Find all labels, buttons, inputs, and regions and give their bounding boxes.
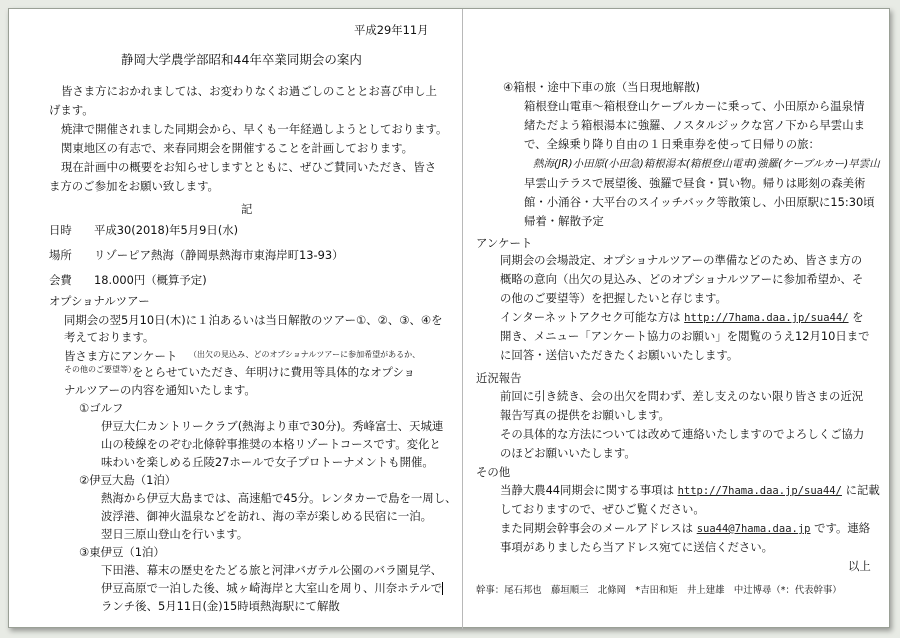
intro-line: 現在計画中の概要をお知らせしますとともに、ぜひご賛同いただき、皆さ [61,160,437,174]
column-divider [462,9,463,629]
tour-1-line: 味わいを楽しめる丘陵27ホールで女子プロトーナメントも開催。 [101,455,434,469]
optional-line: 考えております。 [64,330,155,344]
tour-4-line: 帰着・解散予定 [524,214,604,228]
survey-line: 同期会の会場設定、オプショナルツアーの準備などのため、皆さま方の [500,253,863,267]
ki-mark: 記 [241,202,253,216]
tour-4-route: 熱海(JR)小田原(小田急)箱根湯本(箱根登山電車)強羅(ケーブルカー)早雲山 [533,158,880,170]
survey-net-post: を [852,310,864,324]
news-heading: 近況報告 [476,371,522,385]
detail-label-date: 日時 [49,223,72,237]
other-line [500,521,870,537]
tour-2-line: 熱海から伊豆大島までは、高速船で45分。レンタカーで島を一周し、 [101,491,457,505]
tour-3-line-text: 伊豆高原で一泊した後、城ヶ崎海岸と大室山を周り、川奈ホテルで [101,581,443,595]
survey-heading: アンケート [476,236,533,250]
tour-1-line: 伊豆大仁カントリークラブ(熱海より車で30分)。秀峰富士、天城連 [101,419,444,433]
tour-4-line: で、全線乗り降り自由の１日乗車券を使って日帰りの旅： [524,137,820,151]
tour-3-line: ランチ後、5月11日(金)15時頃熱海駅にて解散 [101,599,340,613]
tour-2-line: 翌日三原山登山を行います。 [101,527,249,541]
intro-line: 焼津で開催されました同期会から、早くも一年経過しようとしております。 [61,122,448,136]
intro-line: 皆さま方におかれましては、お変わりなくお過ごしのこととお喜び申し上 [61,84,437,98]
tour-4-line: 緒ただよう箱根湯本に強羅、ノスタルジックな宮ノ下から早雲山ま [524,118,865,132]
optional-line: 皆さま方にアンケート [64,349,178,363]
optional-note: その他のご要望等） [64,365,136,374]
detail-value-date: 平成30(2018)年5月9日(水) [94,223,239,237]
detail-value-place: リゾーピア熱海（静岡県熱海市東海岸町13-93） [94,248,344,262]
tour-3-line [101,581,443,596]
intro-line: げます。 [49,103,94,117]
organizers: 幹事：尾石邦也 藤垣順三 北條岡 *吉田和矩 井上建雄 中辻博尋（*：代表幹事） [476,585,842,596]
intro-line: ま方のご参加をお願い致します。 [49,179,219,193]
optional-line: をとらせていただき、年明けに費用等具体的なオプショ [132,365,415,379]
other-line: 事項がありましたら当アドレス宛てに送信ください。 [500,540,774,554]
tour-1-line: 山の稜線をのぞむ北條幹事推奨の本格リゾートコースです。変化と [101,437,441,451]
detail-label-fee: 会費 [49,273,72,287]
survey-line: 開き、メニュー「アンケート協力のお願い」を閲覧のうえ12月10日まで [500,329,870,343]
document-date: 平成29年11月 [354,23,429,37]
detail-value-fee: 18.000円（概算予定) [94,273,207,287]
optional-note: （出欠の見込み、どのオプショナルツアーに参加希望があるか、 [189,350,421,359]
other-line: しておりますので、ぜひご覧ください。 [500,502,705,516]
detail-label-place: 場所 [49,248,72,262]
other-line [500,483,880,499]
news-line: その具体的な方法については改めて連絡いたしますのでよろしくご協力 [500,427,865,441]
document-sheet [8,8,890,628]
document-title: 静岡大学農学部昭和44年卒業同期会の案内 [121,52,362,67]
news-line: のほどお願いいたします。 [500,446,636,460]
survey-url-link[interactable]: http://7hama.daa.jp/sua44/ [684,312,849,324]
news-line: 報告写真の提供をお願いします。 [500,408,670,422]
tour-1-title: ①ゴルフ [79,401,124,415]
optional-line: 同期会の翌5月10日(木)に１泊あるいは当日解散のツアー①、②、③、④を [64,313,443,327]
site-url-link[interactable]: http://7hama.daa.jp/sua44/ [677,485,842,497]
other-heading: その他 [476,465,511,479]
text-cursor [442,582,443,595]
news-line: 前回に引き続き、会の出欠を問わず、差し支えのない限り皆さまの近況 [500,389,864,403]
email-link[interactable]: sua44@7hama.daa.jp [696,523,811,535]
optional-tour-heading: オプショナルツアー [49,294,150,308]
other-text: 当静大農44同期会に関する事項は [500,483,674,497]
other-text: です。連絡 [814,521,871,535]
survey-line [500,310,864,326]
intro-line: 関東地区の有志で、来春同期会を開催することを計画しております。 [61,141,413,155]
tour-3-title: ③東伊豆（1泊） [79,545,165,559]
optional-line: ナルツアーの内容を通知いたします。 [64,383,256,397]
tour-2-title: ②伊豆大島（1泊） [79,473,177,487]
tour-3-line: 下田港、幕末の歴史をたどる旅と河津バガテル公園のバラ園見学、 [101,563,443,577]
tour-4-line: 早雲山テラスで展望後、強羅で昼食・買い物。帰りは彫刻の森美術 [524,176,866,190]
survey-line: 概略の意向（出欠の見込み、どのオプショナルツアーに参加希望か、そ [500,272,864,286]
other-text: また同期会幹事会のメールアドレスは [500,521,694,535]
tour-4-title: ④箱根・途中下車の旅（当日現地解散) [503,80,700,94]
survey-line: に回答・送信いただきたくお願いいたします。 [500,348,739,362]
survey-line: の他のご要望等）を把握したいと存じます。 [500,291,727,305]
tour-4-line: 箱根登山電車～箱根登山ケーブルカーに乗って、小田原から温泉情 [524,99,865,113]
survey-net-text: インターネットアクセク可能な方は [500,310,681,324]
other-text: に記載 [845,483,880,497]
tour-2-line: 波浮港、御神火温泉などを訪れ、海の幸が楽しめる民宿に一泊。 [101,509,433,523]
closing-mark: 以上 [848,559,871,573]
tour-4-line: 館・小涌谷・大平台のスイッチバック等散策し、小田原駅に15:30頃 [524,195,875,209]
